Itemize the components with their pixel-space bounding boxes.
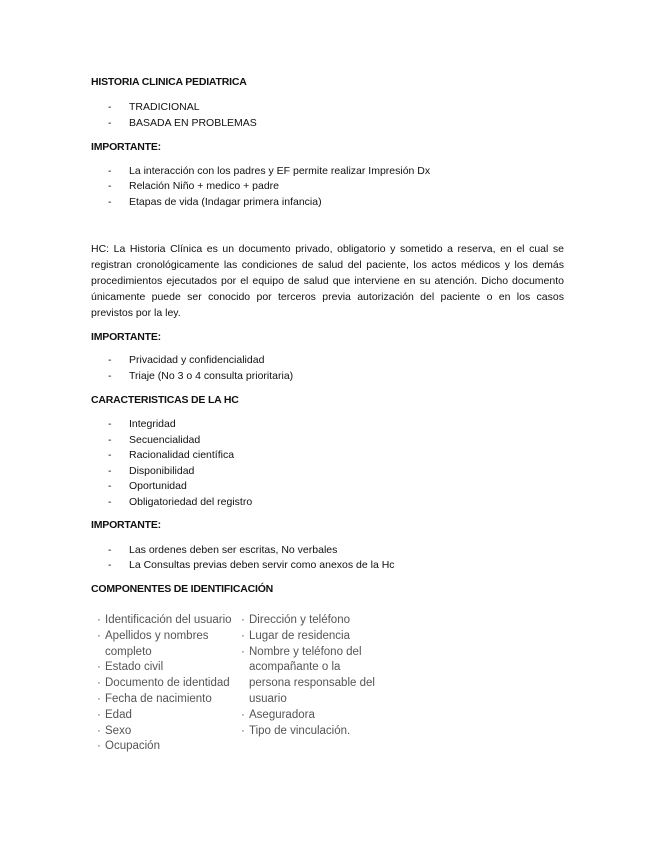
list-item: · Nombre y teléfono del [241,645,362,658]
list-item-continuation: usuario [249,692,287,705]
list-item: · Dirección y teléfono [241,614,350,626]
list-item: · Tipo de vinculación. [241,724,351,737]
definition-paragraph: HC: La Historia Clínica es un documento privado, obligatorio y sometido a reserva, en el cual se registran cronológicamente las condiciones de salud del paciente, los actos médicos y los demás procedimientos ejecutados por el equipo de salud que interviene en su atención. Dicho documento únicamente puede ser conocido por terceros previa autorización del paciente o en los casos previstos por la ley. [91,243,564,319]
list-item: · Fecha de nacimiento [97,692,212,705]
important-heading-3: IMPORTANTE: [91,519,161,531]
list-item: · Identificación del usuario [97,614,232,626]
list-item: · Documento de identidad [97,677,230,690]
list-item-continuation: completo [105,645,152,658]
important-heading-2: IMPORTANTE: [91,331,161,343]
characteristics-heading: CARACTERISTICAS DE LA HC [91,394,239,406]
document-page: HISTORIA CLINICA PEDIATRICA - TRADICIONAL - BASADA EN PROBLEMAS IMPORTANTE: - La interacción con los padres y EF permite realizar Impresión Dx - Relación Niño + medico + padre - Etapas de vida (Indagar primera infancia) HC: La Historia Clínica es un documento privado, obligatorio y sometido a reserva, en el cual se registran cronológicamente las condiciones de salud del paciente, los actos médicos y los demás procedimientos ejecutados por el equipo de salud que interviene en su atención. Dicho documento únicamente puede ser conocido por terceros previa autorización del paciente o en los casos previstos por la ley. IMPORTANTE: - Privacidad y confidencialidad - Triaje (No 3 o 4 consulta prioritaria) CARACTERISTICAS DE LA HC - Integridad - Secuencialidad - Racionalidad científica - Disponibilidad - Oportunidad - Obligatoriedad del registro IMPORTANTE: - Las ordenes deben ser escritas, No verbales - La Consultas previas deben servir como anexos de la Hc COMPONENTES DE IDENTIFICACIÓN · Identificación del usuario · Apellidos y nombres completo · Estado civil · Documento de identidad · Fecha de nacimiento · Edad · Sexo · Ocupación · Dirección y teléfono · Lugar de residencia · Nombre y teléfono del acompañante o la persona responsable del usuario · Aseguradora · Tipo de vinculación. [0,0,655,848]
list-item-continuation: acompañante o la [249,661,341,674]
list-item: · Estado civil [97,661,164,674]
list-item: · Ocupación [97,740,160,753]
list-item-continuation: persona responsable del [249,677,375,690]
list-item: · Lugar de residencia [241,629,351,642]
components-heading: COMPONENTES DE IDENTIFICACIÓN [91,583,274,595]
important-heading-1: IMPORTANTE: [91,141,161,153]
list-item: · Aseguradora [241,708,315,721]
list-item: · Edad [97,708,132,721]
list-item: · Sexo [97,724,132,737]
document-title: HISTORIA CLINICA PEDIATRICA [91,76,247,88]
components-right-column [241,613,375,739]
list-item: · Apellidos y nombres [97,629,209,642]
components-left-column [97,613,232,755]
